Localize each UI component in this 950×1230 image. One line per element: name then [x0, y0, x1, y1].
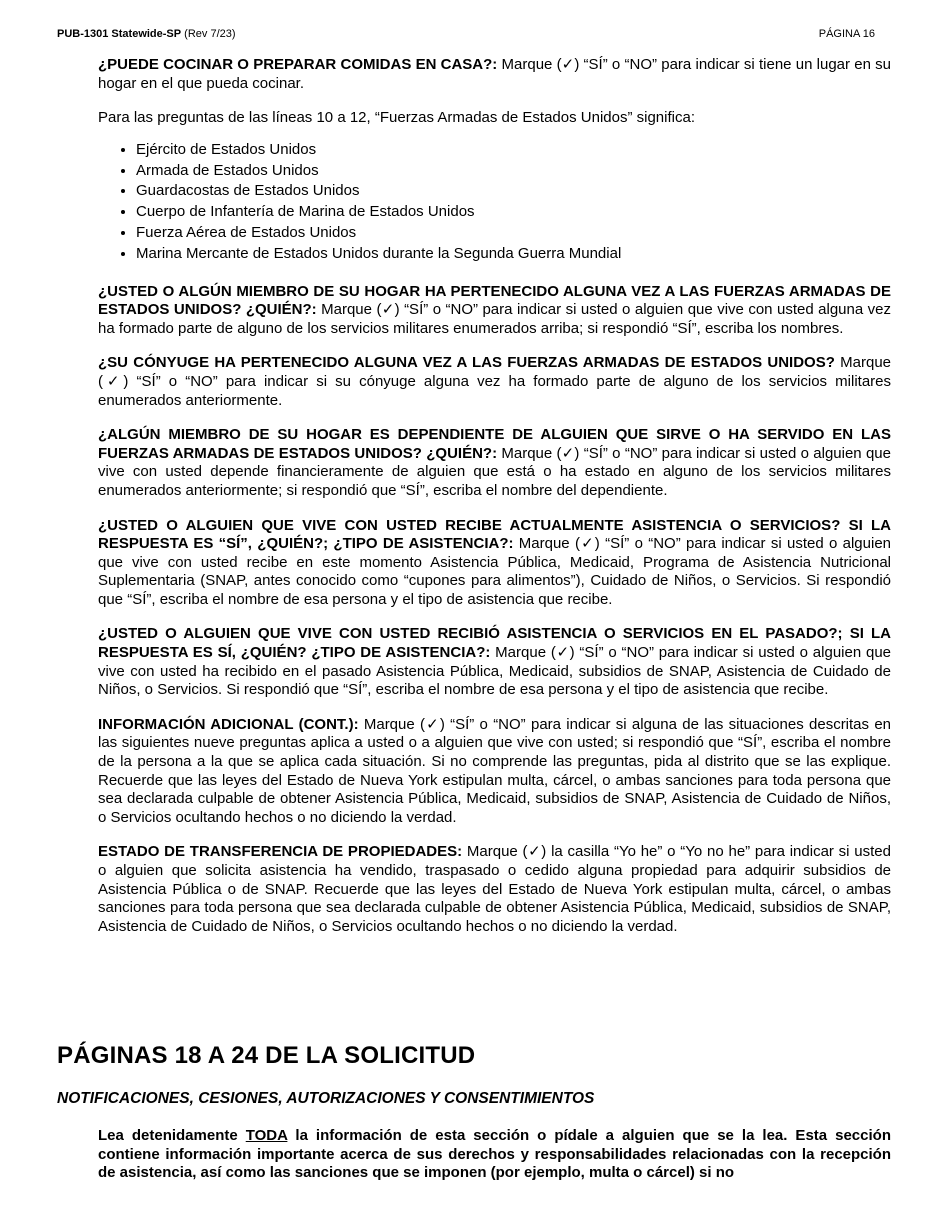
lead-text-after: la información de esta sección o pídale a alguien que se la lea. Esta sección contiene información importante acerca de sus derechos y responsabilidades relacionadas con la recepción de asistencia, así como las sanciones que se imponen (por ejemplo, multa o cárcel) si no	[98, 1127, 891, 1182]
property-transfer-paragraph	[98, 843, 891, 936]
lead-text-before: Lea detenidamente	[98, 1127, 246, 1144]
lead-emphasis: TODA	[245, 1127, 288, 1144]
page-header	[57, 28, 875, 40]
additional-info-paragraph	[98, 716, 891, 828]
spouse-military-answer: Marque (✓) “SÍ” o “NO” para indicar si su cónyuge alguna vez ha formado parte de alguno de los servicios militares enumerados anteriormente.	[98, 354, 891, 409]
past-assistance-question: ¿USTED O ALGUIEN QUE VIVE CON USTED RECIBIÓ ASISTENCIA O SERVICIOS EN EL PASADO?; SI LA RESPUESTA ES SÍ, ¿QUIÉN? ¿TIPO DE ASISTENCIA?:	[98, 625, 891, 662]
cook-question: ¿PUEDE COCINAR O PREPARAR COMIDAS EN CASA?:	[98, 56, 498, 73]
list-item: • Marina Mercante de Estados Unidos durante la Segunda Guerra Mundial	[136, 244, 891, 265]
armed-forces-list	[98, 140, 891, 265]
current-assistance-paragraph	[98, 517, 891, 610]
dependent-military-paragraph	[98, 426, 891, 500]
list-item: • Ejército de Estados Unidos	[136, 140, 891, 161]
cook-paragraph	[98, 56, 891, 93]
list-item: • Armada de Estados Unidos	[136, 161, 891, 182]
armed-forces-intro: Para las preguntas de las líneas 10 a 12, “Fuerzas Armadas de Estados Unidos” significa:	[98, 109, 695, 127]
form-revision: (Rev 7/23)	[184, 28, 236, 40]
cook-answer: Marque (✓) “SÍ” o “NO” para indicar si tiene un lugar en su hogar en el que pueda cocinar.	[98, 56, 891, 92]
list-item: • Guardacostas de Estados Unidos	[136, 181, 891, 202]
section-subtitle: NOTIFICACIONES, CESIONES, AUTORIZACIONES Y CONSENTIMIENTOS	[57, 1090, 595, 1107]
section-lead-paragraph	[98, 1127, 891, 1183]
spouse-military-paragraph	[98, 354, 891, 410]
current-assistance-answer: Marque (✓) “SÍ” o “NO” para indicar si usted o alguien que vive con usted recibe en este momento Asistencia Pública, Medicaid, Programa de Asistencia Nutricional Suplementaria (SNAP, antes conocido como “cupones para alimentos”), Cuidado de Niños, o Servicios. Si respondió que “SÍ”, escriba el nombre de esa persona y el tipo de asistencia que recibe.	[98, 535, 892, 608]
dependent-military-question: ¿ALGÚN MIEMBRO DE SU HOGAR ES DEPENDIENTE DE ALGUIEN QUE SIRVE O HA SERVIDO EN LAS FUERZAS ARMADAS DE ESTADOS UNIDOS? ¿QUIÉN?:	[98, 426, 891, 462]
instructions-body	[98, 56, 891, 952]
household-military-answer: Marque (✓) “SÍ” o “NO” para indicar si usted o alguien que vive con usted alguna vez ha formado parte de alguno de los servicios militares enumerados arriba; si respondió “SÍ”, escriba los nombres.	[98, 301, 891, 337]
past-assistance-paragraph	[98, 625, 891, 699]
section-title: PÁGINAS 18 A 24 DE LA SOLICITUD	[57, 1042, 476, 1069]
past-assistance-answer: Marque (✓) “SÍ” o “NO” para indicar si usted o alguien que vive con usted ha recibido en el pasado Asistencia Pública, Medicaid, subsidios de SNAP, Asistencia de Cuidado de Niños, o Servicios. Si respondió que “SÍ”, escriba el nombre de esa persona y el tipo de asistencia que recibe.	[98, 644, 892, 699]
list-item: • Fuerza Aérea de Estados Unidos	[136, 223, 891, 244]
property-transfer-answer: Marque (✓) la casilla “Yo he” o “Yo no he” para indicar si usted o alguien que solicita asistencia ha vendido, traspasado o cedido alguna propiedad para adquirir subsidios de Asistencia Pública o de SNAP. Recuerde que las leyes del Estado de Nueva York estipulan multa, cárcel, o ambas sanciones para toda persona que sea declarada culpable de obtener Asistencia Pública, Medicaid, subsidios de SNAP, Asistencia de Cuidado de Niños, o Servicios ocultando hechos o no diciendo la verdad.	[98, 843, 891, 935]
household-military-question: ¿USTED O ALGÚN MIEMBRO DE SU HOGAR HA PERTENECIDO ALGUNA VEZ A LAS FUERZAS ARMADAS DE ESTADOS UNIDOS? ¿QUIÉN?:	[98, 282, 891, 319]
property-transfer-question: ESTADO DE TRANSFERENCIA DE PROPIEDADES:	[98, 843, 463, 861]
spouse-military-question: ¿SU CÓNYUGE HA PERTENECIDO ALGUNA VEZ A LAS FUERZAS ARMADAS DE ESTADOS UNIDOS?	[98, 354, 835, 372]
form-id	[57, 28, 236, 40]
form-code: PUB-1301 Statewide-SP	[57, 28, 182, 40]
dependent-military-answer: Marque (✓) “SÍ” o “NO” para indicar si usted o alguien que vive con usted depende financieramente de alguien que está o ha estado en alguno de los servicios militares enumerados anteriormente; si respondió que “SÍ”, escriba el nombre del dependiente.	[98, 444, 891, 499]
page-number: PÁGINA 16	[818, 28, 875, 40]
additional-info-answer: Marque (✓) “SÍ” o “NO” para indicar si alguna de las situaciones descritas en las siguientes nueve preguntas aplica a usted o a alguien que vive con usted; si respondió que “SÍ”, escriba el nombre de la persona a la que se aplica cada situación. Si no comprende las preguntas, pida al distrito que se las explique. Recuerde que las leyes del Estado de Nueva York estipulan multa, cárcel, o ambas sanciones para toda persona que sea declarada culpable de obtener Asistencia Pública, Medicaid, subsidios de SNAP, Asistencia de Cuidado de Niños, o Servicios ocultando hechos o no diciendo la verdad.	[98, 715, 892, 826]
list-item: • Cuerpo de Infantería de Marina de Estados Unidos	[136, 202, 891, 223]
additional-info-question: INFORMACIÓN ADICIONAL (CONT.):	[98, 715, 359, 733]
current-assistance-question: ¿USTED O ALGUIEN QUE VIVE CON USTED RECIBE ACTUALMENTE ASISTENCIA O SERVICIOS? SI LA RESPUESTA ES “SÍ”, ¿QUIÉN?; ¿TIPO DE ASISTENCIA?:	[98, 516, 891, 553]
household-military-paragraph	[98, 283, 891, 339]
